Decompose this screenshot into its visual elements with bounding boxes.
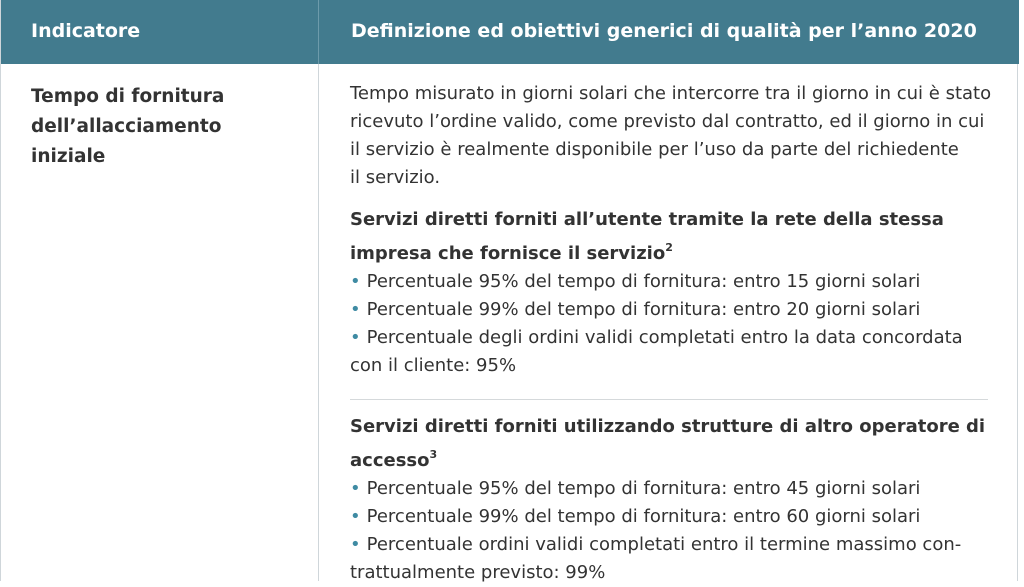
list-item: [350, 503, 1000, 531]
header-definition: Definizione ed obiettivi generici di qualità per l’anno 2020: [351, 20, 977, 42]
header-divider: [318, 0, 319, 64]
section-network: [350, 206, 1000, 380]
bullet-icon: •: [350, 327, 361, 348]
bullet-icon: •: [350, 299, 361, 320]
indicator-cell: [31, 82, 281, 172]
footnote-marker: 3: [429, 448, 438, 461]
section-title: [350, 413, 1000, 475]
definition-line: ricevuto l’ordine valido, come previsto dal contratto, ed il giorno in cui: [350, 111, 985, 132]
list-item-text: Percentuale 99% del tempo di fornitura: entro 60 giorni solari: [366, 506, 921, 527]
section-other-operator: [350, 413, 1000, 587]
footnote-marker: 2: [665, 241, 673, 254]
definition-text: [350, 80, 1000, 192]
table-header: [1, 0, 1019, 64]
bullet-icon: •: [350, 271, 361, 292]
list-item-text: Percentuale 95% del tempo di fornitura: entro 45 giorni solari: [366, 478, 921, 499]
column-divider: [318, 64, 319, 581]
list-item: [350, 324, 1000, 352]
list-item: [350, 475, 1000, 503]
indicator-line: Tempo di fornitura: [31, 86, 225, 107]
section-title-text: accesso: [350, 450, 430, 471]
section-title-line: Servizi diretti forniti utilizzando strutture di altro operatore di: [350, 416, 986, 437]
section-title-text: impresa che fornisce il servizio: [350, 243, 666, 264]
bullet-icon: •: [350, 506, 361, 527]
definition-cell: [350, 80, 1000, 587]
list-item-continuation: con il cliente: 95%: [350, 355, 517, 376]
list-item-text: Percentuale degli ordini validi completati entro la data concordata: [366, 327, 963, 348]
definition-line: il servizio è realmente disponibile per l’uso da parte del richiedente: [350, 139, 959, 160]
definition-line: il servizio.: [350, 167, 441, 188]
indicator-line: dell’allacciamento: [31, 116, 222, 137]
section-title-line: [350, 441, 1000, 475]
bullet-icon: •: [350, 534, 361, 555]
section-title-line: Servizi diretti forniti all’utente tramite la rete della stessa: [350, 209, 944, 230]
bullet-icon: •: [350, 478, 361, 499]
indicator-line: iniziale: [31, 146, 106, 167]
list-item: [350, 531, 1000, 559]
section-divider: [350, 399, 988, 400]
header-indicator: Indicatore: [31, 20, 141, 42]
list-item-continuation: trattualmente previsto: 99%: [350, 562, 606, 583]
section-title: [350, 206, 1000, 268]
list-item-text: Percentuale 99% del tempo di fornitura: entro 20 giorni solari: [366, 299, 921, 320]
section-title-line: [350, 234, 1000, 268]
list-item-text: Percentuale 95% del tempo di fornitura: entro 15 giorni solari: [366, 271, 921, 292]
list-item-text: Percentuale ordini validi completati entro il termine massimo con-: [366, 534, 962, 555]
list-item: [350, 296, 1000, 324]
list-item: [350, 268, 1000, 296]
definition-line: Tempo misurato in giorni solari che intercorre tra il giorno in cui è stato: [350, 83, 992, 104]
